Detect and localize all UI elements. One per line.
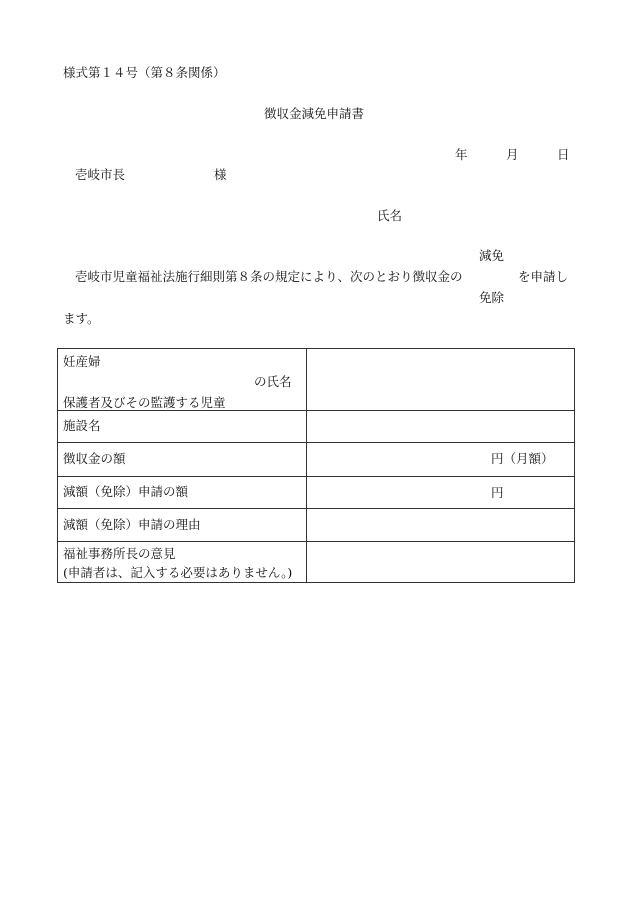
reduction-amount-label: 減額（免除）申請の額 — [58, 477, 307, 509]
table-row — [58, 542, 575, 583]
table-row — [58, 509, 575, 542]
option-exemption: 免除 — [479, 290, 505, 305]
table-row — [58, 411, 575, 443]
table-row — [58, 477, 575, 509]
date-day-label: 日 — [557, 147, 570, 162]
body-text-line2: ます。 — [63, 311, 100, 326]
applicant-name-label: 氏名 — [377, 208, 403, 223]
option-reduction: 減免 — [479, 248, 505, 263]
collection-amount-value-cell[interactable] — [307, 443, 575, 477]
reduction-reason-value-cell[interactable] — [307, 509, 575, 542]
table-row — [58, 349, 575, 411]
yen-monthly-unit: 円（月額） — [491, 451, 554, 466]
yen-unit: 円 — [491, 485, 504, 500]
body-text-suffix: を申請し — [518, 269, 569, 284]
application-table — [57, 348, 575, 583]
table-row — [58, 443, 575, 477]
guardian-child-label: 保護者及びその監護する児童 — [63, 395, 226, 410]
name-label-cell — [58, 349, 307, 411]
name-of-label: の氏名 — [254, 374, 292, 389]
date-year-label: 年 — [455, 147, 468, 162]
office-opinion-label: 福祉事務所長の意見 — [63, 546, 176, 561]
office-opinion-value-cell[interactable] — [307, 542, 575, 583]
office-opinion-note: (申請者は、記入する必要はありません。) — [63, 565, 293, 580]
date-month-label: 月 — [506, 147, 519, 162]
facility-name-label: 施設名 — [58, 411, 307, 443]
collection-amount-label: 徴収金の額 — [58, 443, 307, 477]
form-number: 様式第１４号（第８条関係） — [63, 65, 226, 80]
reduction-reason-label: 減額（免除）申請の理由 — [58, 509, 307, 542]
reduction-amount-value-cell[interactable] — [307, 477, 575, 509]
office-opinion-label-cell — [58, 542, 307, 583]
facility-name-value-cell[interactable] — [307, 411, 575, 443]
body-text-line1: 壱岐市児童福祉法施行細則第８条の規定により、次のとおり徴収金の — [75, 269, 463, 284]
addressee-name: 壱岐市長 — [75, 167, 126, 182]
name-value-cell[interactable] — [307, 349, 575, 411]
form-title: 徴収金減免申請書 — [264, 106, 365, 121]
pregnant-woman-label: 妊産婦 — [63, 354, 101, 369]
addressee-honorific: 様 — [214, 167, 227, 182]
